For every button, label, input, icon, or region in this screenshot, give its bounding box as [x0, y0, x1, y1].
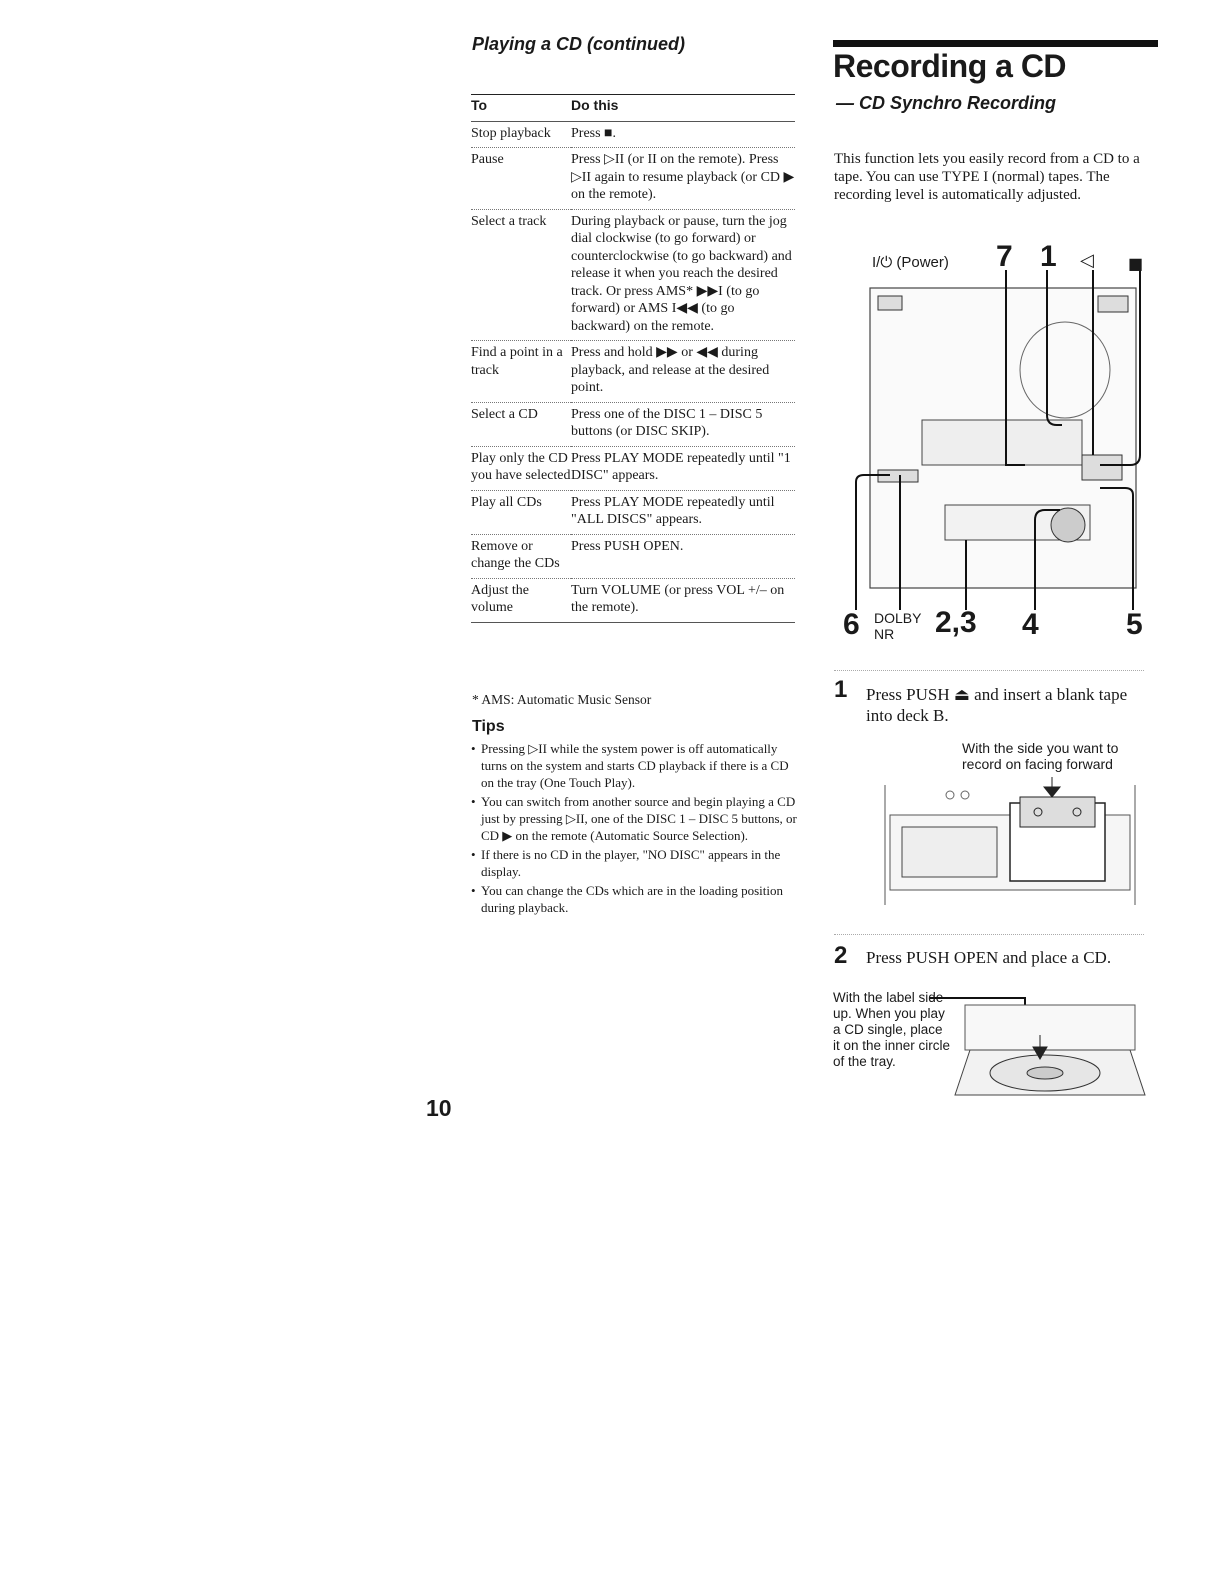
insert-arrow-icon — [1044, 777, 1060, 797]
table-row — [471, 446, 795, 490]
table-cell-do: Press PLAY MODE repeatedly until "ALL DISCS" appears. — [571, 490, 795, 534]
tips-list — [470, 740, 801, 918]
callout-4: 4 — [1022, 608, 1039, 641]
table-cell-to: Select a track — [471, 209, 571, 341]
table-row — [471, 490, 795, 534]
table-cell-to: Select a CD — [471, 402, 571, 446]
tape-deck-illustration — [880, 775, 1140, 915]
page-number: 10 — [426, 1095, 452, 1121]
ams-footnote: * AMS: Automatic Music Sensor — [472, 692, 652, 707]
table-cell-do: Turn VOLUME (or press VOL +/– on the remote). — [571, 578, 795, 622]
column-header-to: To — [471, 95, 571, 122]
step-2-instruction: Press PUSH OPEN and place a CD. — [866, 948, 1112, 967]
table-cell-to: Adjust the volume — [471, 578, 571, 622]
table-cell-do: During playback or pause, turn the jog dial clockwise (to go forward) or counterclockwise (to go backward) and release it when you reach the desired track. Or press AMS* ▶▶I (to go forward) or AMS I◀◀ (to go backward) on the remote. — [571, 209, 795, 341]
divider — [834, 934, 1144, 935]
step-1-caption: With the side you want to record on facing forward — [962, 740, 1119, 772]
table-row — [471, 534, 795, 578]
jog-dial-drawing — [1051, 508, 1085, 542]
callout-dolby-nr: DOLBY NR — [874, 610, 922, 642]
table-cell-do: Press one of the DISC 1 – DISC 5 buttons (or DISC SKIP). — [571, 402, 795, 446]
step-1-number: 1 — [834, 676, 848, 703]
controls-table — [471, 94, 795, 623]
table-row — [471, 121, 795, 148]
intro-paragraph: This function lets you easily record from a CD to a tape. You can use TYPE I (normal) tapes. The recording level is automatically adjusted. — [834, 151, 1140, 203]
table-row — [471, 148, 795, 210]
table-row — [471, 578, 795, 622]
callout-6: 6 — [843, 608, 860, 641]
table-cell-do: Press ▷II (or II on the remote). Press ▷II again to resume playback (or CD ▶ on the remote). — [571, 148, 795, 210]
callout-1: 1 — [1040, 240, 1057, 273]
table-row — [471, 341, 795, 403]
title-rule — [833, 40, 1158, 47]
table-cell-do: Press ■. — [571, 121, 795, 148]
list-item: • If there is no CD in the player, "NO DISC" appears in the display. — [481, 846, 801, 880]
table-cell-do: Press PUSH OPEN. — [571, 534, 795, 578]
list-item: • You can switch from another source and begin playing a CD just by pressing ▷II, one of the DISC 1 – DISC 5 buttons, or CD ▶ on the remote (Automatic Source Selection). — [481, 793, 801, 844]
column-header-do-this: Do this — [571, 95, 795, 122]
table-cell-to: Play all CDs — [471, 490, 571, 534]
cassette-drawing — [1020, 797, 1095, 827]
list-item: • Pressing ▷II while the system power is off automatically turns on the system and starts CD playback if there is a CD on the tray (One Touch Play). — [481, 740, 801, 791]
eject-triangle-icon: ◁ — [1080, 250, 1094, 271]
table-cell-to: Stop playback — [471, 121, 571, 148]
display-drawing — [922, 420, 1082, 465]
section-heading: Playing a CD (continued) — [472, 34, 686, 54]
callout-2-3: 2,3 — [935, 606, 977, 639]
step-2-caption: With the label side up. When you play a CD single, place it on the inner circle of the tray. — [833, 990, 951, 1069]
tips-heading: Tips — [472, 718, 505, 735]
callout-power: I/⏻ (Power) — [872, 254, 949, 271]
deck-a-drawing — [902, 827, 997, 877]
stereo-front-panel-illustration — [850, 270, 1160, 615]
table-row — [471, 209, 795, 341]
step-2-number: 2 — [834, 942, 848, 969]
cd-tray-illustration — [930, 995, 1150, 1110]
table-cell-to: Remove or change the CDs — [471, 534, 571, 578]
table-header-row — [471, 95, 795, 122]
table-cell-to: Play only the CD you have selected — [471, 446, 571, 490]
step-1-instruction: Press PUSH ⏏ and insert a blank tape into deck B. — [866, 685, 1128, 725]
stop-square-icon: ■ — [1128, 254, 1144, 273]
callout-5: 5 — [1126, 608, 1143, 641]
table-cell-to: Pause — [471, 148, 571, 210]
table-row — [471, 402, 795, 446]
page-title: Recording a CD — [833, 48, 1067, 84]
page-subtitle: — CD Synchro Recording — [836, 93, 1057, 113]
divider — [834, 670, 1144, 671]
table-cell-to: Find a point in a track — [471, 341, 571, 403]
list-item: • You can change the CDs which are in the loading position during playback. — [481, 882, 801, 916]
table-cell-do: Press and hold ▶▶ or ◀◀ during playback, and release at the desired point. — [571, 341, 795, 403]
power-button-drawing — [878, 296, 902, 310]
table-cell-do: Press PLAY MODE repeatedly until "1 DISC" appears. — [571, 446, 795, 490]
callout-7: 7 — [996, 240, 1013, 273]
